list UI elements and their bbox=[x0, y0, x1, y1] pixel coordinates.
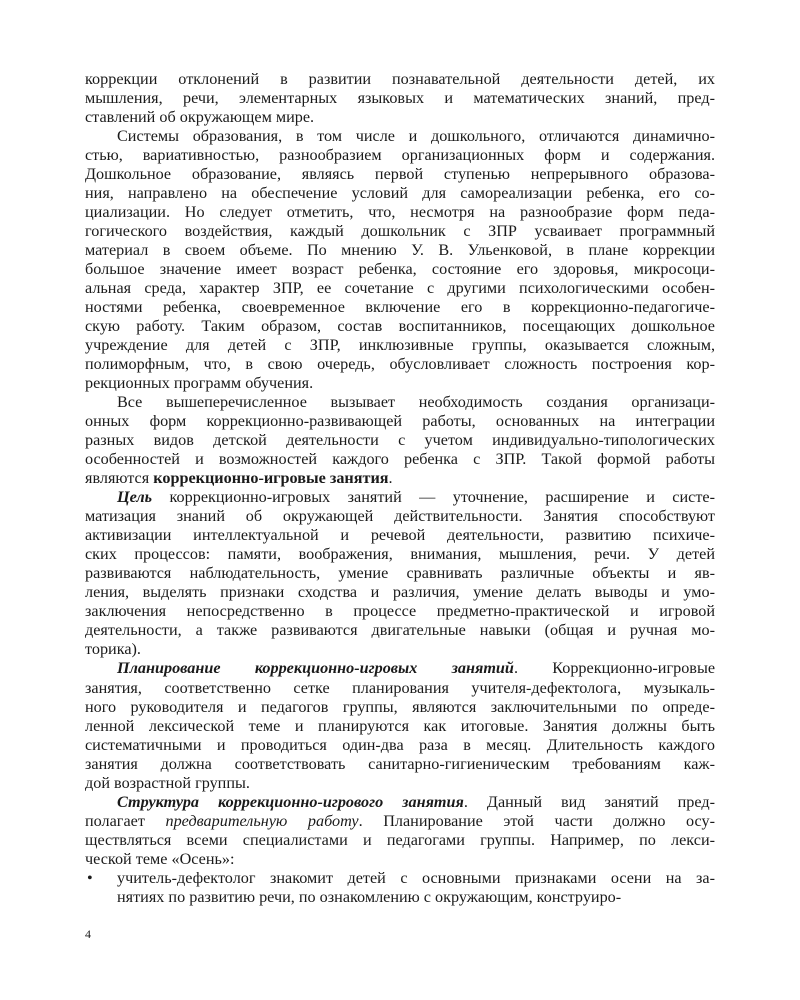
document-body bbox=[85, 70, 715, 907]
text-line bbox=[85, 526, 715, 545]
text-line bbox=[85, 260, 715, 279]
text-line bbox=[85, 393, 715, 412]
text-span: альная среда, характер ЗПР, ее сочетание с другими психологическими особен- bbox=[85, 279, 715, 298]
text-span: гогического воздействия, каждый дошкольник с ЗПР усваивает программный bbox=[85, 222, 715, 241]
text-span: ния, направлено на обеспечение условий для самореализации ребенка, его со- bbox=[85, 184, 715, 203]
text-line bbox=[85, 336, 715, 355]
text-line bbox=[85, 679, 715, 698]
section-heading: Планирование коррекционно-игровых занятий bbox=[117, 659, 514, 678]
text-line bbox=[85, 203, 715, 222]
text-line bbox=[85, 831, 715, 850]
bold-term: коррекционно-игровые занятия bbox=[153, 469, 389, 488]
text-line bbox=[85, 507, 715, 526]
text-line bbox=[85, 450, 715, 469]
text-line bbox=[85, 659, 715, 678]
text-span: систематичными и проводиться один-два раза в месяц. Длительность каждого bbox=[85, 735, 715, 754]
text-span: . Коррекционно-игровые bbox=[513, 659, 715, 678]
text-span: рекционных программ обучения. bbox=[85, 374, 314, 393]
text-span: полиморфным, что, в свою очередь, обусловливает сложность построения кор- bbox=[85, 355, 715, 374]
text-span: занятия должна соответствовать санитарно-гигиеническим требованиям каж- bbox=[85, 754, 715, 773]
text-line bbox=[85, 184, 715, 203]
text-line bbox=[85, 850, 715, 869]
text-span: развиваются наблюдательность, умение сравнивать различные объекты и яв- bbox=[85, 564, 715, 583]
text-span: Дошкольное образование, являясь первой ступенью непрерывного образова- bbox=[85, 165, 715, 184]
list-item-line bbox=[85, 888, 715, 907]
text-span: мышления, речи, элементарных языковых и математических знаний, пред- bbox=[85, 89, 715, 108]
section-heading: Структура коррекционно-игрового занятия bbox=[117, 792, 464, 811]
text-line bbox=[85, 70, 715, 89]
text-span: учреждение для детей с ЗПР, инклюзивные группы, оказывается сложным, bbox=[85, 336, 715, 355]
text-line bbox=[85, 621, 715, 640]
page-number: 4 bbox=[85, 927, 91, 941]
text-span: ления, выделять признаки сходства и различия, умение делать выводы и умо- bbox=[85, 583, 715, 602]
text-line bbox=[85, 127, 715, 146]
bullet-icon: • bbox=[87, 868, 93, 887]
text-span: Все вышеперечисленное вызывает необходимость создания организаци- bbox=[117, 393, 715, 412]
text-span: большое значение имеет возраст ребенка, состояние его здоровья, микросоци- bbox=[85, 260, 715, 279]
text-line bbox=[85, 812, 715, 831]
text-span: материал в своем объеме. По мнению У. В. Ульенковой, в плане коррекции bbox=[85, 241, 715, 260]
text-span: нятиях по развитию речи, по ознакомлению с окружающим, конструиро- bbox=[117, 887, 622, 906]
text-span: матизация знаний об окружающей действительности. Занятия способствуют bbox=[85, 507, 715, 526]
text-span: ностями ребенка, своевременное включение его в коррекционно-педагогиче- bbox=[85, 298, 715, 317]
text-span: являются bbox=[85, 469, 154, 488]
text-line bbox=[85, 108, 715, 127]
text-span: ществляться всеми специалистами и педагогами группы. Например, по лекси- bbox=[85, 830, 715, 849]
text-span: онных форм коррекционно-развивающей работы, основанных на интеграции bbox=[85, 412, 715, 431]
text-line bbox=[85, 317, 715, 336]
text-line bbox=[85, 355, 715, 374]
text-line bbox=[85, 412, 715, 431]
text-line bbox=[85, 431, 715, 450]
text-span: торика). bbox=[85, 640, 141, 659]
text-span: ленной лексической теме и планируются как итоговые. Занятия должны быть bbox=[85, 716, 715, 735]
text-line bbox=[85, 146, 715, 165]
text-span: дой возрастной группы. bbox=[85, 773, 250, 792]
list-item-line bbox=[85, 869, 715, 888]
text-span: коррекции отклонений в развитии познавательной деятельности детей, их bbox=[85, 70, 715, 88]
text-line bbox=[85, 583, 715, 602]
text-line bbox=[85, 165, 715, 184]
text-line bbox=[85, 717, 715, 736]
text-line bbox=[85, 793, 715, 812]
text-line bbox=[85, 488, 715, 507]
text-span: стью, вариативностью, разнообразием организационных форм и содержания. bbox=[85, 146, 715, 165]
text-span: активизации интеллектуальной и речевой деятельности, развитию психиче- bbox=[85, 526, 715, 545]
text-line bbox=[85, 89, 715, 108]
text-span: учитель-дефектолог знакомит детей с основными признаками осени на за- bbox=[117, 868, 715, 887]
text-line bbox=[85, 545, 715, 564]
text-span: ного руководителя и педагогов группы, являются заключительными по опреде- bbox=[85, 697, 715, 716]
text-span: ских процессов: памяти, воображения, внимания, мышления, речи. У детей bbox=[85, 545, 715, 564]
text-line bbox=[85, 469, 715, 488]
text-span: деятельности, а также развиваются двигательные навыки (общая и ручная мо- bbox=[85, 621, 715, 640]
text-span: занятия, соответственно сетке планирования учителя-дефектолога, музыкаль- bbox=[85, 678, 715, 697]
italic-term: предварительную работу bbox=[165, 811, 359, 830]
text-span: . Планирование этой части должно осу- bbox=[358, 811, 715, 830]
text-span: ставлений об окружающем мире. bbox=[85, 108, 315, 127]
text-span: циализации. Но следует отметить, что, несмотря на разнообразие форм педа- bbox=[85, 203, 715, 222]
text-line bbox=[85, 298, 715, 317]
text-span: полагает bbox=[85, 811, 166, 830]
text-span: ческой теме «Осень»: bbox=[85, 849, 235, 868]
section-heading: Цель bbox=[117, 488, 153, 507]
text-line bbox=[85, 755, 715, 774]
text-line bbox=[85, 241, 715, 260]
text-line bbox=[85, 774, 715, 793]
text-span: заключения непосредственно в процессе предметно-практической и игровой bbox=[85, 602, 715, 621]
text-span: Системы образования, в том числе и дошкольного, отличаются динамично- bbox=[117, 127, 715, 146]
text-line bbox=[85, 698, 715, 717]
text-span: . bbox=[388, 469, 393, 488]
text-span: коррекционно-игровых занятий — уточнение, расширение и систе- bbox=[152, 488, 715, 507]
text-line bbox=[85, 640, 715, 659]
text-line bbox=[85, 564, 715, 583]
text-line bbox=[85, 602, 715, 621]
text-line bbox=[85, 222, 715, 241]
text-line bbox=[85, 374, 715, 393]
text-line bbox=[85, 736, 715, 755]
text-span: . Данный вид занятий пред- bbox=[463, 792, 715, 811]
text-span: разных видов детской деятельности с учетом индивидуально-типологических bbox=[85, 431, 715, 450]
text-line bbox=[85, 279, 715, 298]
text-span: скую работу. Таким образом, состав воспитанников, посещающих дошкольное bbox=[85, 317, 715, 336]
text-span: особенностей и возможностей каждого ребенка с ЗПР. Такой формой работы bbox=[85, 450, 715, 469]
